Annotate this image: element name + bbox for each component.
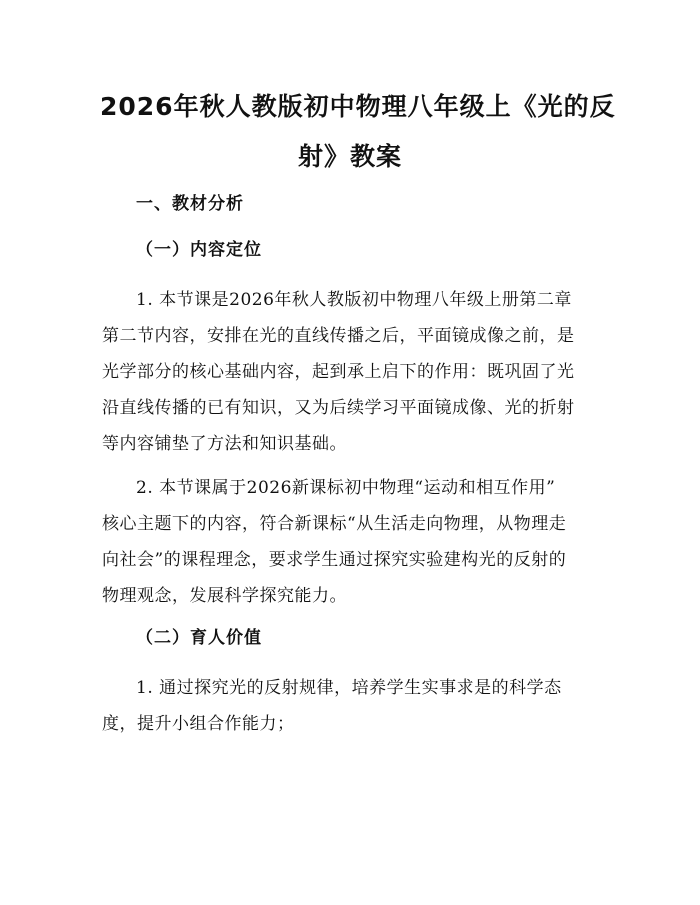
paragraph-line: 物理观念，发展科学探究能力。 bbox=[102, 586, 347, 606]
paragraph-line: 第二节内容，安排在光的直线传播之后，平面镜成像之前，是 bbox=[102, 326, 575, 346]
paragraph-line: 沿直线传播的已有知识，又为后续学习平面镜成像、光的折射 bbox=[102, 398, 575, 418]
paragraph-line: 核心主题下的内容，符合新课标“从生活走向物理，从物理走 bbox=[102, 514, 567, 534]
paragraph-line: 光学部分的核心基础内容，起到承上启下的作用：既巩固了光 bbox=[102, 362, 575, 382]
paragraph-line: 2. 本节课属于2026新课标初中物理“运动和相互作用” bbox=[136, 478, 556, 498]
paragraph-line: 向社会”的课程理念，要求学生通过探究实验建构光的反射的 bbox=[102, 550, 567, 570]
paragraph-line: 度，提升小组合作能力； bbox=[102, 714, 295, 734]
subsection-heading-content-positioning: （一）内容定位 bbox=[136, 240, 262, 260]
paragraph-line: 1. 通过探究光的反射规律，培养学生实事求是的科学态 bbox=[136, 678, 562, 698]
paragraph-line: 1. 本节课是2026年秋人教版初中物理八年级上册第二章 bbox=[136, 290, 572, 310]
paragraph-educational-value-1 bbox=[102, 670, 602, 742]
title-line-2: 射》教案 bbox=[297, 142, 402, 171]
subsection-heading-educational-value: （二）育人价值 bbox=[136, 628, 262, 648]
title-line-1: 2026年秋人教版初中物理八年级上《光的反 bbox=[100, 92, 616, 121]
section-heading-textbook-analysis: 一、教材分析 bbox=[136, 194, 244, 214]
paragraph-line: 等内容铺垫了方法和知识基础。 bbox=[102, 434, 347, 454]
paragraph-content-positioning-1 bbox=[102, 282, 602, 462]
paragraph-content-positioning-2 bbox=[102, 470, 602, 614]
document-title bbox=[100, 82, 616, 182]
